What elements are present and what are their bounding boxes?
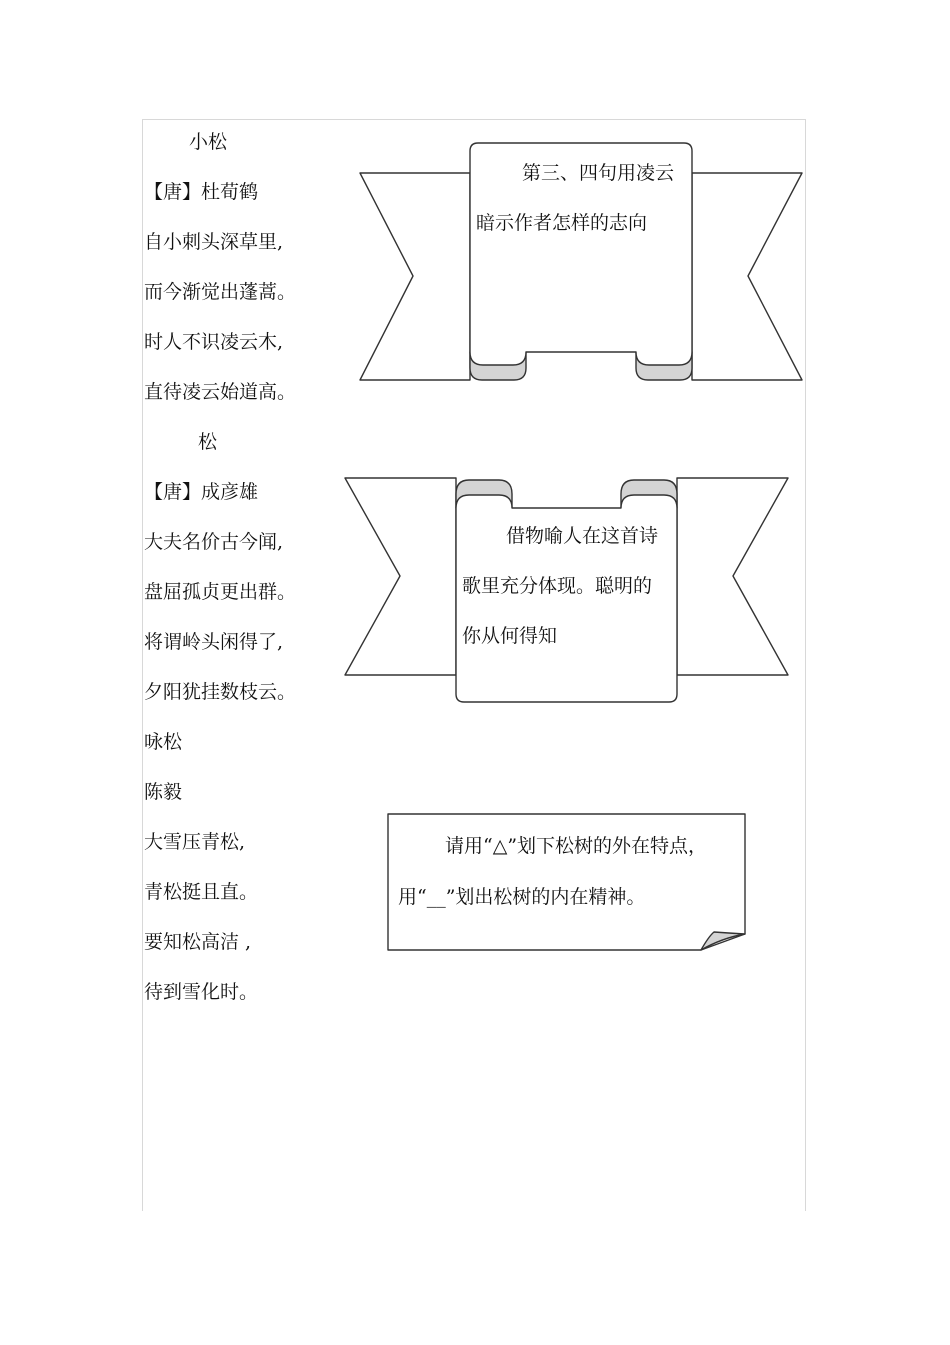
banner-2-right-tail bbox=[677, 478, 788, 675]
poem-1-line-3: 时人不识凌云木, bbox=[144, 331, 284, 353]
poem-2-line-3: 将谓岭头闲得了, bbox=[144, 631, 284, 653]
poem-1-line-2: 而今渐觉出蓬蒿。 bbox=[144, 281, 297, 303]
banner-2-text: 借物喻人在这首诗歌里充分体现。聪明的你从何得知 bbox=[462, 525, 659, 647]
banner-1-left-tail bbox=[360, 173, 470, 380]
poem-1-author: 【唐】杜荀鹤 bbox=[144, 181, 259, 203]
poem-2-line-4: 夕阳犹挂数枝云。 bbox=[144, 681, 297, 703]
banner-1-right-tail bbox=[692, 173, 802, 380]
poem-3-line-4: 待到雪化时。 bbox=[144, 981, 259, 1003]
poem-1-title: 小松 bbox=[189, 131, 228, 153]
poem-2-line-1: 大夫名价古今闻, bbox=[144, 531, 284, 553]
poem-3-line-2: 青松挺且直。 bbox=[144, 881, 259, 903]
poem-1-line-4: 直待凌云始道高。 bbox=[144, 381, 297, 403]
poem-3-author: 陈毅 bbox=[144, 781, 183, 803]
note-card-text: 请用“△”划下松树的外在特点，用“__”划出松树的内在精神。 bbox=[398, 835, 708, 908]
poem-2-author: 【唐】成彦雄 bbox=[144, 481, 259, 503]
poem-1-line-1: 自小刺头深草里, bbox=[144, 231, 284, 253]
poem-3-line-3: 要知松高洁 , bbox=[144, 931, 252, 953]
poem-2-line-2: 盘屈孤贞更出群。 bbox=[144, 581, 297, 603]
poem-3-line-1: 大雪压青松, bbox=[144, 831, 246, 853]
poem-2-title: 松 bbox=[198, 431, 218, 453]
banner-1-text: 第三、四句用凌云暗示作者怎样的志向 bbox=[476, 162, 675, 234]
poem-3-title: 咏松 bbox=[144, 731, 183, 753]
banner-2-left-tail bbox=[345, 478, 456, 675]
